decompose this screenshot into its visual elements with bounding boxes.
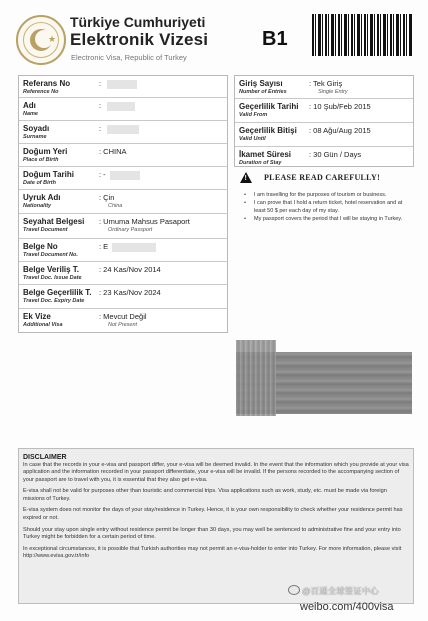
field-label xyxy=(23,217,84,234)
table-row xyxy=(19,120,227,143)
warning-notice: ! PLEASE READ CAREFULLY! • I am travelling for the purposes of tourism or business. • I can prove that I hold a return ticket, hotel reservation and at least 50 $ per each day of my stay. • My passport covers the period that I will be staying in Turkey. xyxy=(236,169,414,239)
warning-item: • I am travelling for the purposes of tourism or business. xyxy=(244,191,412,199)
field-value: : 10 Şub/Feb 2015 xyxy=(309,102,371,111)
field-value-en: China xyxy=(108,203,123,209)
field-label-en: Additional Visa xyxy=(23,322,63,328)
field-label-en: Place of Birth xyxy=(23,157,59,163)
field-label-tr: Seyahat Belgesi xyxy=(23,217,85,226)
disclaimer-paragraph: E-visa shall not be valid for purposes other than touristic and commercial trips. Visa applications such as work, study, etc. must be made via foreign missions of Turkey. xyxy=(23,488,387,502)
visa-info-table xyxy=(234,75,414,167)
redacted-value xyxy=(110,171,140,180)
weibo-logo-icon xyxy=(288,585,300,595)
table-row xyxy=(19,76,227,97)
field-value: : xyxy=(99,101,135,111)
disclaimer-paragraph: E-visa system does not monitor the days of your stay/residence in Turkey. Hence, it is your own responsibility to check whether your residence permit has expired or not. xyxy=(23,507,403,521)
field-label-tr: Geçerlilik Bitişi xyxy=(239,126,297,135)
field-value: : Çin China xyxy=(99,193,123,209)
field-label-tr: Ek Vize xyxy=(23,312,51,321)
field-value-text: CHINA xyxy=(103,147,127,156)
field-value: : Tek Giriş Single Entry xyxy=(309,79,348,95)
field-label-tr: Referans No xyxy=(23,79,71,88)
field-label-tr: Uyruk Adı xyxy=(23,193,61,202)
field-value-text: Çin xyxy=(103,193,115,202)
redacted-value xyxy=(107,102,135,111)
warning-item: • My passport covers the period that I will be staying in Turkey. xyxy=(244,215,412,223)
field-value: : 24 Kas/Nov 2014 xyxy=(99,265,161,274)
field-value-text: 24 Kas/Nov 2014 xyxy=(103,265,161,274)
field-label-tr: Geçerlilik Tarihi xyxy=(239,102,299,111)
field-label xyxy=(23,288,91,305)
field-label-en: Surname xyxy=(23,134,47,140)
field-label-tr: Belge Geçerlilik T. xyxy=(23,288,92,297)
field-value-text: Umuma Mahsus Pasaport xyxy=(103,217,190,226)
table-row xyxy=(19,97,227,120)
table-row xyxy=(19,143,227,166)
field-label xyxy=(23,265,82,282)
warning-title: PLEASE READ CAREFULLY! xyxy=(264,173,381,182)
field-label-tr: Adı xyxy=(23,101,36,110)
table-row xyxy=(235,122,413,146)
field-label xyxy=(239,126,297,143)
disclaimer-box xyxy=(18,448,414,604)
field-value-text: - xyxy=(103,170,106,179)
field-label-tr: İkamet Süresi xyxy=(239,150,292,159)
field-label-tr: Giriş Sayısı xyxy=(239,79,283,88)
field-label xyxy=(239,150,291,167)
watermark-url: weibo.com/400visa xyxy=(300,601,394,613)
field-label-en: Travel Doc. Issue Date xyxy=(23,275,82,281)
warning-list xyxy=(244,191,412,223)
field-value: : Mevcut Değil Not Present xyxy=(99,312,147,328)
field-label xyxy=(23,242,78,259)
field-value: : - xyxy=(99,170,140,180)
table-row xyxy=(19,308,227,334)
country-title: Türkiye Cumhuriyeti xyxy=(70,14,206,30)
table-row xyxy=(19,189,227,213)
field-label-tr: Doğum Tarihi xyxy=(23,170,74,179)
field-label-en: Reference No xyxy=(23,89,59,95)
field-value: : 30 Gün / Days xyxy=(309,150,362,159)
barcode-image xyxy=(312,14,412,56)
field-label xyxy=(23,170,74,187)
field-value-en: Not Present xyxy=(108,322,138,328)
field-label xyxy=(239,79,287,96)
redacted-value xyxy=(112,243,156,252)
field-label xyxy=(23,312,63,329)
table-row xyxy=(19,213,227,238)
field-label-en: Valid From xyxy=(239,112,268,118)
field-label xyxy=(23,147,67,164)
field-label-tr: Soyadı xyxy=(23,124,50,133)
redacted-value xyxy=(107,80,137,89)
field-label-en: Travel Doc. Expiry Date xyxy=(23,298,85,304)
field-label-en: Date of Birth xyxy=(23,180,56,186)
field-label xyxy=(23,101,38,118)
field-value: : xyxy=(99,79,137,89)
field-label xyxy=(23,79,70,96)
field-label-en: Duration of Stay xyxy=(239,160,282,166)
field-value-text: Mevcut Değil xyxy=(103,312,147,321)
field-value: : Umuma Mahsus Pasaport Ordinary Passport xyxy=(99,217,190,233)
field-value-en: Single Entry xyxy=(318,89,348,95)
table-row xyxy=(19,238,227,261)
table-row xyxy=(235,76,413,98)
field-label xyxy=(23,193,61,210)
warning-item: • I can prove that I hold a return ticket, hotel reservation and at least 50 $ per each day of my stay. xyxy=(244,199,412,215)
field-value: : E xyxy=(99,242,156,252)
field-label-tr: Belge Veriliş T. xyxy=(23,265,80,274)
field-value-text: 23 Kas/Nov 2024 xyxy=(103,288,161,297)
disclaimer-paragraph: In exceptional circumstances, it is possible that Turkish authorities may not permit an e-visa-holder to enter into Turkey. For more information, please visit http://www.evisa.gov.tr/info xyxy=(23,545,402,559)
applicant-info-table xyxy=(18,75,228,333)
field-label-tr: Doğum Yeri xyxy=(23,147,68,156)
document-subtitle: Electronic Visa, Republic of Turkey xyxy=(71,53,187,62)
table-row xyxy=(235,98,413,122)
document-title: Elektronik Vizesi xyxy=(70,30,209,49)
field-label-en: Nationality xyxy=(23,203,52,209)
field-value-en: Ordinary Passport xyxy=(108,227,153,233)
table-row xyxy=(19,261,227,284)
field-label-en: Travel Document xyxy=(23,227,68,233)
field-value-text: Tek Giriş xyxy=(313,79,343,88)
field-label-en: Number of Entries xyxy=(239,89,287,95)
field-label-en: Valid Until xyxy=(239,136,266,142)
visa-type-code: B1 xyxy=(262,28,288,50)
table-row xyxy=(19,284,227,308)
field-value-text: 08 Ağu/Aug 2015 xyxy=(313,126,371,135)
field-label-en: Travel Document No. xyxy=(23,252,78,258)
field-value: : CHINA xyxy=(99,147,127,156)
field-label xyxy=(23,124,49,141)
table-row xyxy=(235,146,413,168)
turkish-emblem-seal: ★ xyxy=(16,15,66,65)
field-value: : 23 Kas/Nov 2024 xyxy=(99,288,161,297)
table-row xyxy=(19,166,227,189)
disclaimer-paragraph: Should your stay upon single entry without residence permit be longer than 30 days, you may well be sentenced to administrative fine and your entry into Turkey might be forbidden for a certain period of time. xyxy=(23,526,401,540)
field-value: : xyxy=(99,124,139,134)
field-value-text: 30 Gün / Days xyxy=(313,150,362,159)
field-value: : 08 Ağu/Aug 2015 xyxy=(309,126,371,135)
field-value-text: 10 Şub/Feb 2015 xyxy=(313,102,371,111)
watermark-handle: @百通全球签证中心 xyxy=(302,586,379,596)
disclaimer-paragraph: In case that the records in your e-visa and passport differ, your e-visa will be deemed invalid. In the event that the information which you provide at your visa application and the information recorded in your passport differentiate, your e-visa will be invalid. If the persons recorded to the accompanying section of your passport are to travel with you, it is essential that they also get e-visa. xyxy=(23,462,409,483)
field-label xyxy=(239,102,298,119)
redacted-area-edge xyxy=(236,340,276,416)
disclaimer-heading: DISCLAIMER xyxy=(23,454,67,461)
field-value-text: E xyxy=(103,242,109,251)
field-label-en: Name xyxy=(23,111,38,117)
field-label-tr: Belge No xyxy=(23,242,58,251)
redacted-value xyxy=(107,125,139,134)
